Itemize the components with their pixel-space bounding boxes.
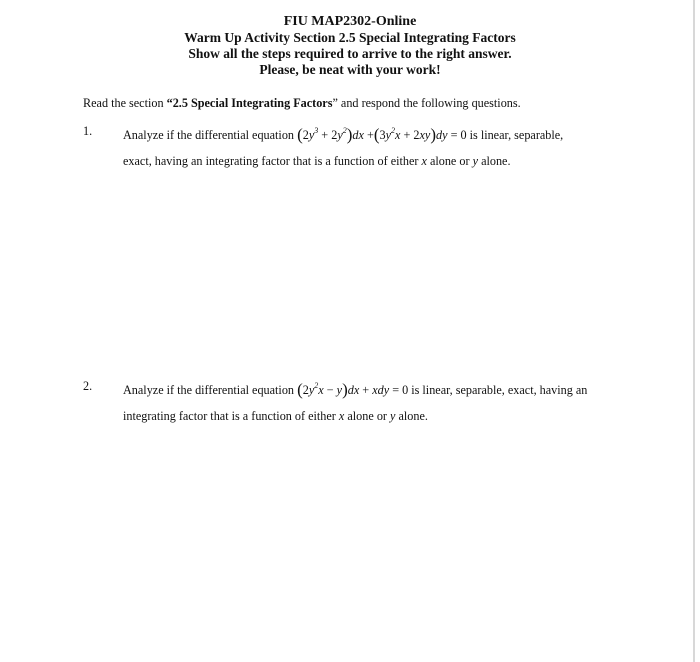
question-1-text	[123, 118, 563, 174]
activity-title: Warm Up Activity Section 2.5 Special Integrating Factors	[184, 30, 516, 45]
question-2-lead: Analyze if the differential equation	[123, 383, 298, 397]
question-1-number: 1.	[83, 124, 93, 138]
question-2-text	[123, 373, 587, 429]
question-1-line-2-mid: alone or	[426, 154, 473, 168]
page-edge-divider	[693, 0, 695, 662]
intro-prefix: Read the section	[83, 96, 167, 110]
question-1-line-2	[123, 148, 563, 174]
question-2-line-2-suffix: alone.	[395, 409, 428, 423]
instructions-line: Show all the steps required to arrive to the right answer.	[188, 46, 512, 61]
question-1-var-y: y	[472, 154, 479, 168]
question-2-line-1	[123, 373, 587, 403]
question-1-equation: $(2y^3 + 2y^2)dx +(3y^2x + 2xy)dy = 0$	[297, 125, 467, 144]
question-2-var-y: y	[390, 409, 396, 423]
question-2-line-2	[123, 403, 587, 429]
question-2-line-2-mid: alone or	[344, 409, 391, 423]
question-2-var-x: x	[338, 409, 345, 423]
question-1-line-2-suffix: alone.	[478, 154, 511, 168]
question-1-line-1	[123, 118, 563, 148]
question-2-tail: is linear, separable, exact, having an	[408, 383, 588, 397]
question-2-equation: $(2y^2x - y)dx$ + xdy = 0	[297, 380, 409, 399]
question-2-line-2-prefix: integrating factor that is a function of either	[123, 409, 339, 423]
intro-suffix: ” and respond the following questions.	[332, 96, 521, 110]
document-header	[0, 14, 700, 78]
intro-section-name: “2.5 Special Integrating Factors	[166, 96, 333, 110]
course-title: FIU MAP2302-Online	[283, 14, 417, 29]
question-1-lead: Analyze if the differential equation	[123, 128, 298, 142]
question-2-number: 2.	[83, 379, 93, 393]
neatness-note: Please, be neat with your work!	[259, 62, 441, 77]
intro-text	[83, 96, 521, 111]
question-1-tail: is linear, separable,	[466, 128, 564, 142]
question-1-line-2-prefix: exact, having an integrating factor that is a function of either	[123, 154, 422, 168]
question-1-var-x: x	[421, 154, 427, 168]
